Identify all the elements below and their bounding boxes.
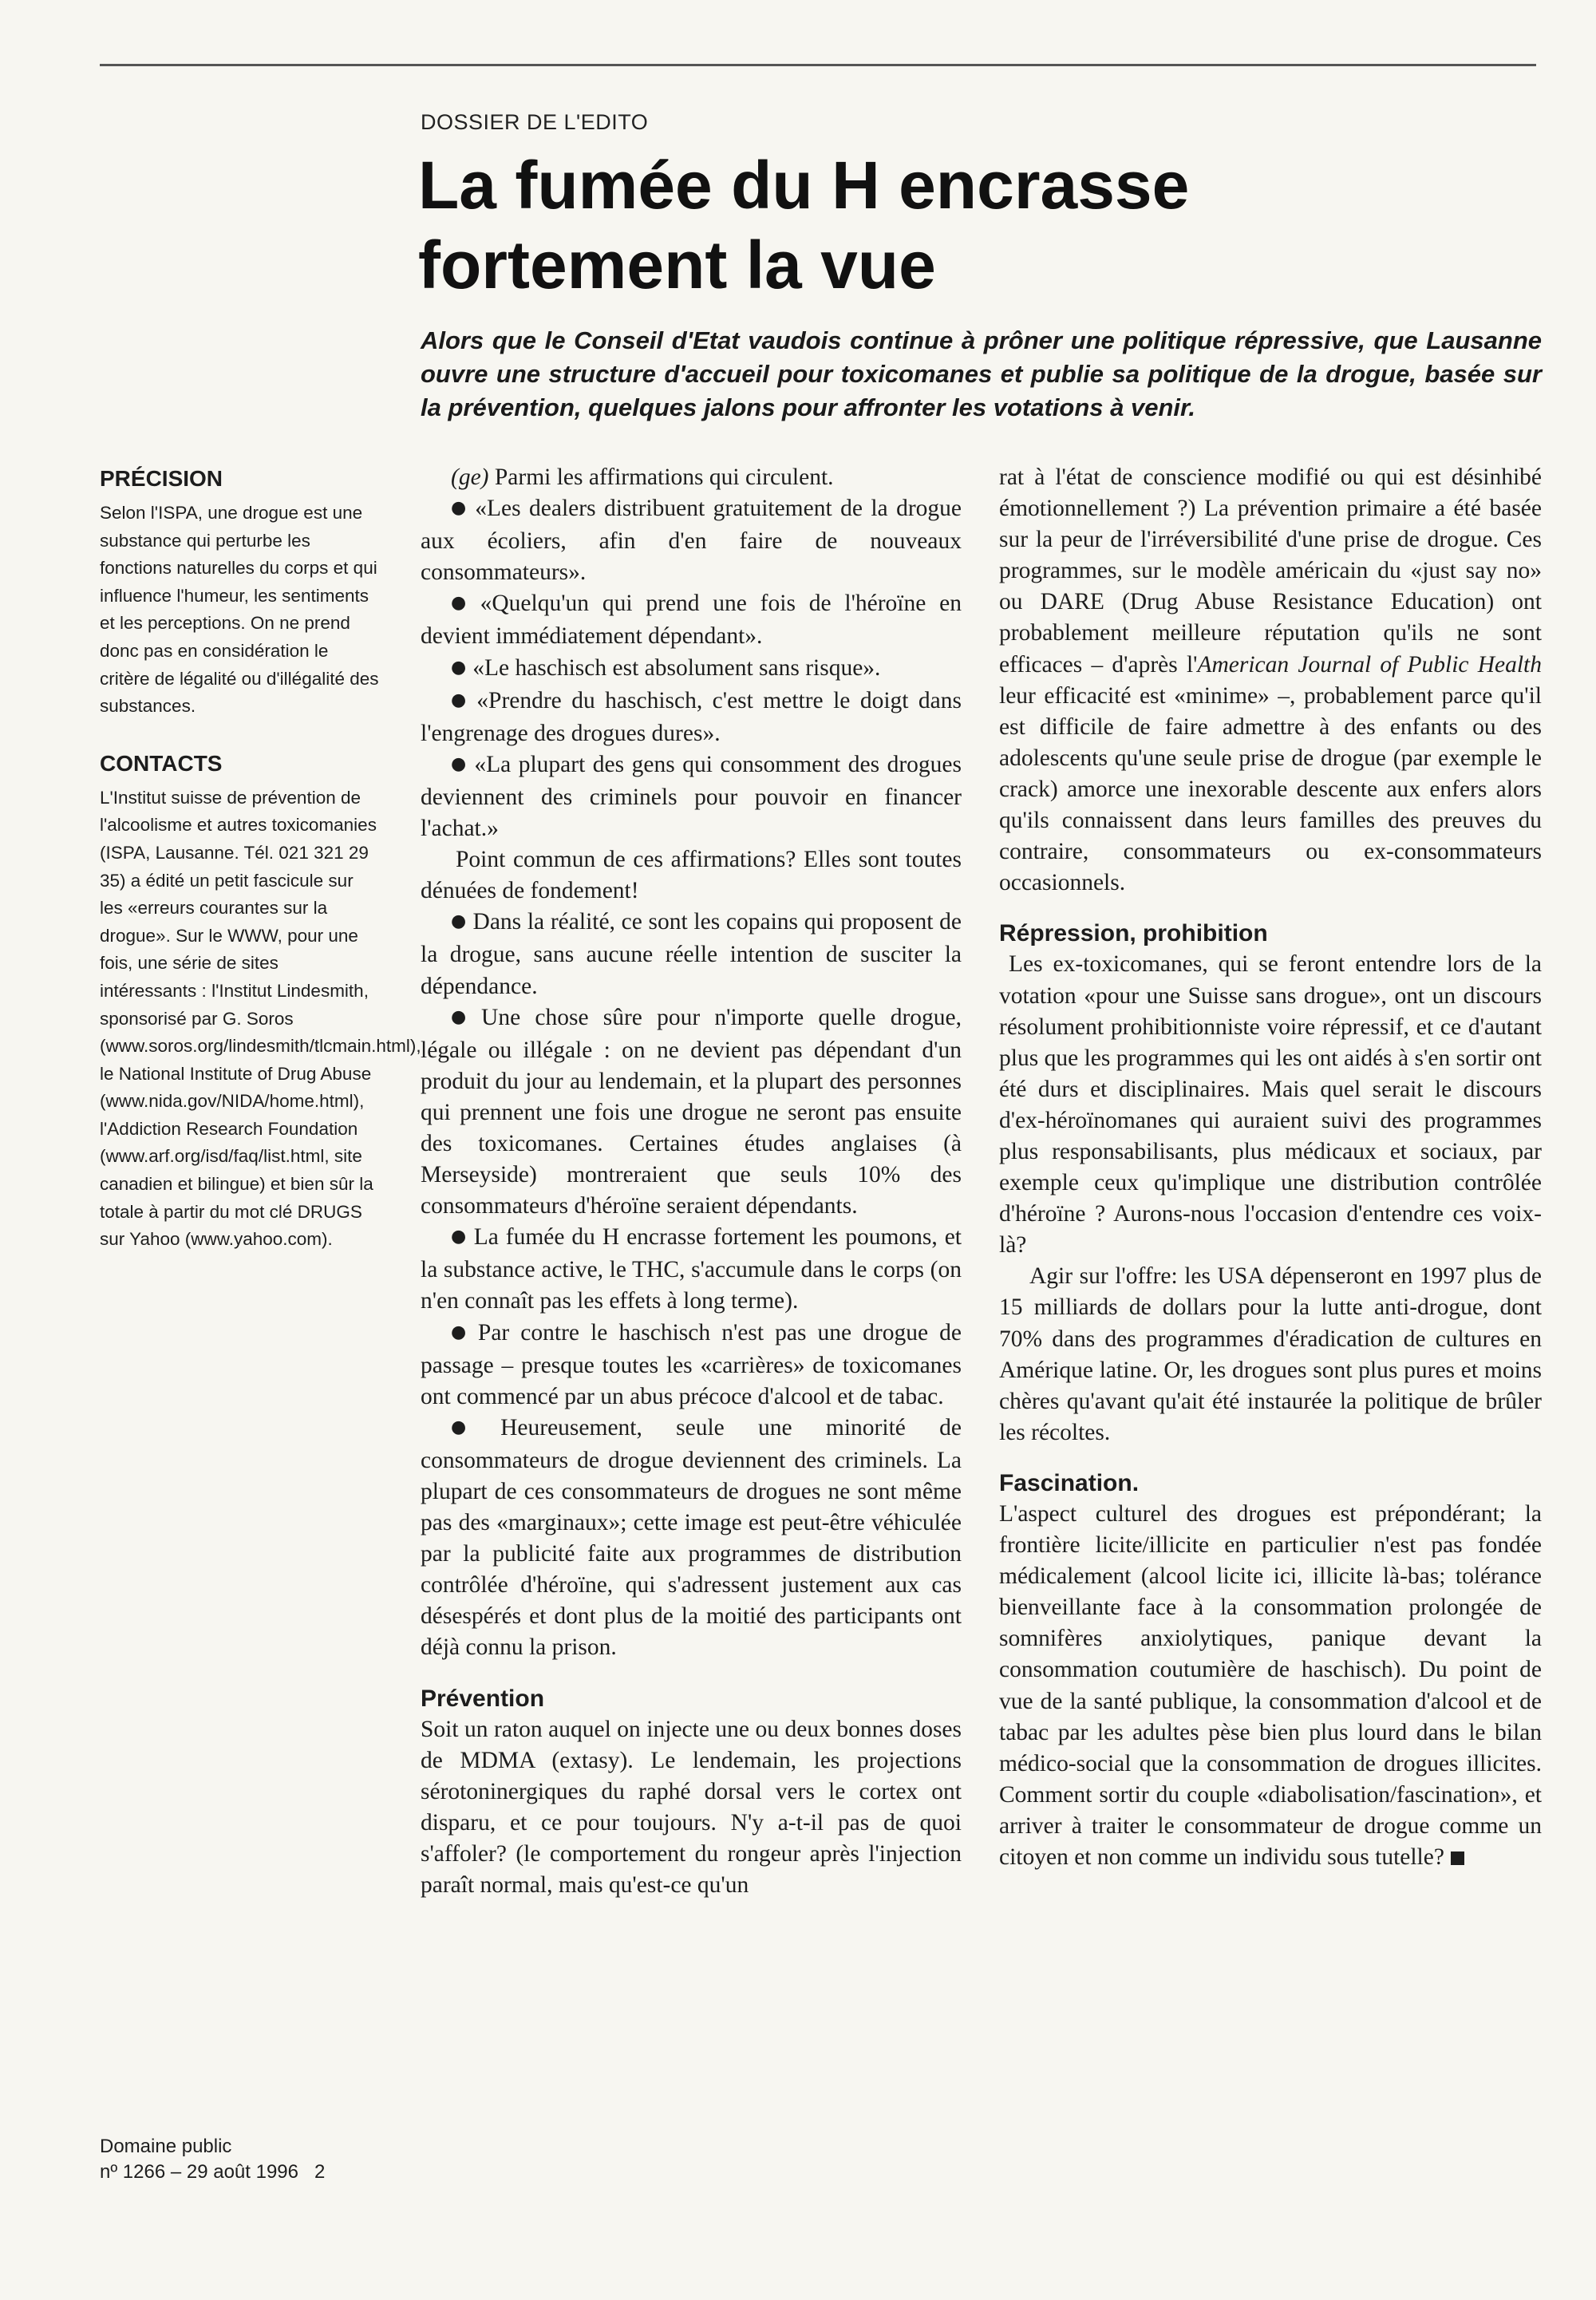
top-rule (100, 64, 1536, 66)
article-title (418, 145, 1535, 305)
bullet-icon: ● (451, 690, 471, 710)
end-of-article-icon (1451, 1851, 1464, 1865)
list-item: ● Par contre le haschisch n'est pas une drogue de passage – presque toutes les «carrières» de toxicomanes ont commencé par un abus précoce d'alcool et de tabac. (421, 1319, 962, 1409)
bullet-icon: ● (451, 593, 474, 614)
list-item: ● «Le haschisch est absolument sans risque». (451, 654, 881, 681)
bullet-icon: ● (451, 1417, 495, 1437)
bullet-icon: ● (451, 498, 469, 519)
precision-heading: PRÉCISION (100, 466, 223, 491)
contacts-text: L'Institut suisse de prévention de l'alcoolisme et autres toxicomanies (ISPA, Lausanne. Tél. 021 321 29 35) a édité un petit fascicule sur les «erreurs courantes sur la drogue». Sur le WWW, pour une fois, une série de sites intéressants : l'Institut Lindesmith, sponsorisé par G. Soros (www.soros.org/lindesmith/tlcmain.html), le National Institute of Drug Abuse (www.nida.gov/NIDA/home.html), l'Addiction Research Foundation (www.arf.org/isd/faq/list.html, site canadien et bilingue) et bien sûr la totale à partir du mot clé DRUGS sur Yahoo (www.yahoo.com). (100, 787, 421, 1250)
prevention-continued: rat à l'état de conscience modifié ou qui est désinhibé émotionnellement ?) La prévention primaire a été basée sur la peur de l'irréversibilité d'une prise de drogue. Ces programmes, sur le modèle américain du «just say no» ou DARE (Drug Abuse Resistance Education) ont probablement meilleure réputation qu'ils ne sont efficaces – d'après l'American Journal of Public Health leur efficacité est «minime» –, probablement parce qu'il est difficile de faire admettre à des enfants ou des adolescents qu'une seule prise de drogue (par exemple le crack) amorce une inexorable descente aux enfers alors qu'ils connaissent dans leurs familles des preuves du contraire, consommateurs ou ex-consommateurs occasionnels. (999, 464, 1543, 896)
journal-title: American Journal of Public Health (1197, 651, 1543, 678)
publication-name: Domaine public (100, 2136, 232, 2157)
repression-heading: Répression, prohibition (999, 920, 1268, 947)
contacts-heading: CONTACTS (100, 750, 223, 776)
list-item: ● Heureusement, seule une minorité de consommateurs de drogue deviennent des criminels. La plupart de ces consommateurs de drogues ne sont même pas des «marginaux»; cette image est peut-être véhiculée par la publicité faite aux programmes de distribution contrôlée d'héroïne, qui s'adressent justement aux cas désespérés et dont plus de la moitié des participants ont déjà connu la prison. (421, 1414, 962, 1661)
author-signature: (ge) (451, 464, 489, 490)
intro-paragraph: (ge) Parmi les affirmations qui circulent. (451, 464, 834, 490)
article-column-1 (421, 462, 962, 1901)
bullet-icon: ● (451, 657, 467, 678)
issue-line (100, 2160, 403, 2185)
repression-paragraph-1: Les ex-toxicomanes, qui se feront entendre lors de la votation «pour une Suisse sans drogue», ont un discours résolument prohibitionniste voire répressif, et ce d'autant plus que les programmes qui les ont aidés à s'en sortir ont été durs et disciplinaires. Mais quel serait le discours d'ex-héroïnomanes qui auraient suivi des programmes plus responsabilisants, plus médicaux et sociaux, par exemple ceux qu'implique une distribution contrôlée d'héroïne ? Aurons-nous l'occasion d'entendre ces voix-là? (999, 951, 1542, 1259)
list-item: ● «Quelqu'un qui prend une fois de l'héroïne en devient immédiatement dépendant». (421, 591, 962, 650)
repression-paragraph-2: Agir sur l'offre: les USA dépenseront en 1997 plus de 15 milliards de dollars pour la lutte anti-drogue, dont 70% dans des programmes d'éradication de cultures en Amérique latine. Or, les drogues sont plus pures et moins chères qu'avant qu'ait été instaurée la politique de brûler les récoltes. (999, 1263, 1542, 1445)
list-item: ● La fumée du H encrasse fortement les poumons, et la substance active, le THC, s'accumule dans le corps (on n'en connaît pas les effets à long terme). (421, 1224, 962, 1314)
fascination-paragraph: L'aspect culturel des drogues est prépondérant; la frontière licite/illicite en particulier n'est pas fondée médicalement (alcool licite ici, illicite là-bas; tolérance bienveillante face à la consommation prolongée de somnifères anxiolytiques, panique devant la consommation coutumière de haschisch). Du point de vue de la santé publique, la consommation d'alcool et de tabac par les adultes pèse bien plus lourd dans le bilan médico-social que la consommation de drogues illicites. Comment sortir du couple «diabolisation/fascination», et arriver à traiter le consommateur de drogue comme un citoyen et non comme un individu sous tutelle? (999, 1501, 1542, 1871)
page-footer (100, 2134, 403, 2185)
page-number: 2 (314, 2161, 326, 2183)
list-item: ● Une chose sûre pour n'importe quelle drogue, légale ou illégale : on ne devient pas dépendant d'un produit du jour au lendemain, et la plupart des personnes qui prennent une fois une drogue ne seront pas ensuite des toxicomanes. Certaines études anglaises (à Merseyside) montreraient que seuls 10% des consommateurs d'héroïne seraient dépendants. (421, 1004, 962, 1219)
bullet-icon: ● (451, 753, 468, 774)
title-line-2: fortement la vue (418, 227, 936, 302)
article-lead: Alors que le Conseil d'Etat vaudois continue à prôner une politique répressive, que Lausanne ouvre une structure d'accueil pour toxicomanes et publie sa politique de la drogue, basée sur la prévention, quelques jalons pour affronter les votations à venir. (421, 326, 1542, 421)
bullet-icon: ● (451, 1227, 468, 1247)
list-item: ● Dans la réalité, ce sont les copains qui proposent de la drogue, sans aucune réelle intention de susciter la dépendance. (421, 909, 962, 999)
list-item: ● «La plupart des gens qui consomment des drogues deviennent des criminels pour pouvoir en financer l'achat.» (421, 751, 962, 842)
bullet-icon: ● (451, 1006, 476, 1027)
title-line-1: La fumée du H encrasse (418, 148, 1190, 223)
bullet-icon: ● (451, 911, 467, 932)
fascination-heading: Fascination. (999, 1469, 1140, 1496)
bullet-icon: ● (451, 1322, 472, 1342)
common-point-paragraph: Point commun de ces affirmations? Elles sont toutes dénuées de fondement! (421, 847, 962, 904)
section-kicker: DOSSIER DE L'EDITO (421, 110, 649, 134)
precision-text: Selon l'ISPA, une drogue est une substance qui perturbe les fonctions naturelles du corps et qui influence l'humeur, les sentiments et les perceptions. On ne prend donc pas en considération le critère de légalité ou d'illégalité des substances. (100, 503, 379, 717)
list-item: ● «Prendre du haschisch, c'est mettre le doigt dans l'engrenage des drogues dures». (421, 687, 962, 746)
sidebar (100, 464, 421, 1254)
prevention-heading: Prévention (421, 1685, 545, 1712)
issue-date: nº 1266 – 29 août 1996 (100, 2161, 298, 2183)
article-column-2 (999, 462, 1542, 1873)
prevention-paragraph: Soit un raton auquel on injecte une ou deux bonnes doses de MDMA (extasy). Le lendemain, les projections sérotoninergiques du raphé dorsal vers le cortex ont disparu, et ce pour toujours. N'y a-t-il pas de quoi s'affoler? (le comportement du rongeur après l'injection paraît normal, mais qu'est-ce qu'un (421, 1716, 962, 1899)
list-item: ● «Les dealers distribuent gratuitement de la drogue aux écoliers, afin d'en faire de nouveaux consommateurs». (421, 496, 962, 586)
